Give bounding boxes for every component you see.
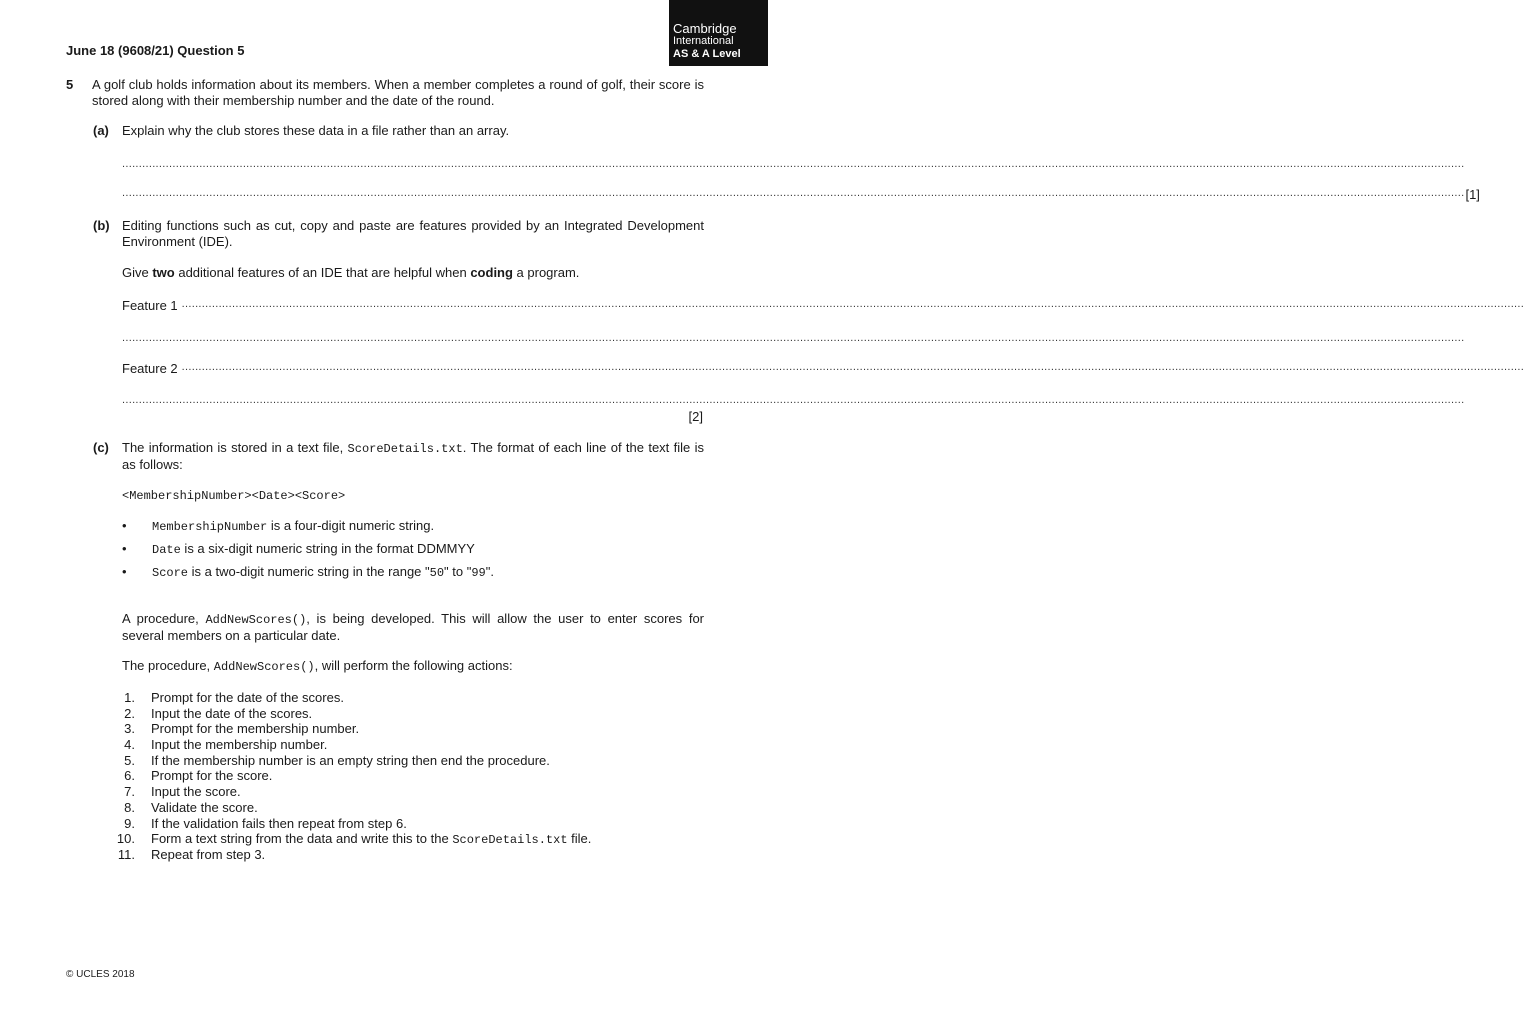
- part-b-label: (b): [93, 218, 110, 233]
- bullet-code: 50: [429, 566, 445, 580]
- step-text: Validate the score.: [151, 799, 258, 815]
- step-text: Prompt for the membership number.: [151, 721, 360, 737]
- step-number: 8.: [124, 799, 135, 815]
- bullet-item: [122, 564, 704, 587]
- procedure-description: [122, 611, 704, 644]
- step-text: Repeat from step 3.: [151, 846, 266, 862]
- part-b-instruction: [122, 265, 704, 281]
- step-item: [113, 753, 713, 769]
- step-text: Prompt for the score.: [151, 768, 273, 784]
- step-number: 4.: [124, 737, 135, 753]
- step-number: 11.: [117, 846, 135, 862]
- bullet-text: is a six-digit numeric string in the format DDMMYY: [180, 541, 475, 556]
- step-item: [113, 784, 713, 800]
- actions-intro: [122, 658, 704, 675]
- step-text: Input the date of the scores.: [151, 705, 313, 721]
- bullet-icon: •: [122, 564, 127, 579]
- dotted-fill: ................................................................................................................................................................................................................................................................................................................................................................................................................: [181, 361, 1524, 373]
- part-c-label: (c): [93, 440, 109, 455]
- step-item: [113, 831, 713, 847]
- bullet-code: MembershipNumber: [152, 520, 268, 534]
- part-c-text: [122, 440, 704, 473]
- bullet-code: 99: [471, 566, 486, 580]
- step-item: [113, 721, 713, 737]
- procedure-steps: [113, 690, 713, 863]
- procedure-name-code: AddNewScores(): [213, 660, 315, 674]
- part-a-label: (a): [93, 123, 109, 138]
- step-item: [113, 706, 713, 722]
- logo-line-2: International: [673, 35, 734, 47]
- procedure-text: A procedure,: [122, 611, 206, 626]
- part-a-mark: [1]: [1465, 187, 1480, 202]
- dotted-fill: ................................................................................................................................................................................................................................................................................................................................................................................................................: [181, 298, 1524, 310]
- bullet-text: is a two-digit numeric string in the range ": [188, 564, 430, 579]
- step-number: 6.: [124, 768, 135, 784]
- logo-line-3: AS & A Level: [673, 48, 741, 60]
- procedure-name-code: AddNewScores(): [205, 613, 307, 627]
- logo-line-1: Cambridge: [673, 21, 737, 36]
- step-item: [113, 768, 713, 784]
- step-number: 7.: [124, 784, 135, 800]
- part-b-text: Editing functions such as cut, copy and paste are features provided by an Integrated Development Environment (IDE).: [122, 218, 704, 249]
- answer-line-with-mark: [122, 187, 1480, 202]
- feature-1-label: Feature 1: [122, 298, 178, 313]
- bullet-icon: •: [122, 541, 127, 556]
- part-b-mark: [2]: [688, 409, 703, 424]
- part-c-text-start: The information is stored in a text file,: [122, 440, 348, 455]
- step-number: 1.: [124, 690, 135, 705]
- step-item: [113, 847, 713, 863]
- actions-text: , will perform the following actions:: [314, 658, 513, 673]
- field-bullet-list: [122, 518, 704, 587]
- feature-2-line: [122, 361, 1524, 376]
- cambridge-logo: [669, 0, 768, 66]
- file-name-code: ScoreDetails.txt: [452, 833, 568, 848]
- step-number: 3.: [124, 721, 135, 737]
- bullet-text: " to ": [444, 564, 472, 579]
- copyright-footer: © UCLES 2018: [66, 969, 135, 980]
- answer-line: ................................................................................................................................................................................................................................................................................................................................................................................................................: [122, 332, 1465, 344]
- bullet-item: [122, 518, 704, 541]
- bullet-item: [122, 541, 704, 564]
- instruction-text: Give: [122, 265, 153, 280]
- step-text: Prompt for the date of the scores.: [151, 690, 344, 705]
- bullet-code: Score: [152, 566, 189, 580]
- step-text: Input the score.: [151, 784, 241, 800]
- step-item: [113, 737, 713, 753]
- actions-text: The procedure,: [122, 658, 214, 673]
- step-text: If the membership number is an empty string then end the procedure.: [151, 752, 550, 768]
- bullet-icon: •: [122, 518, 127, 533]
- format-line: <MembershipNumber><Date><Score>: [122, 489, 346, 503]
- step-text: If the validation fails then repeat from step 6.: [151, 815, 407, 831]
- answer-line: ................................................................................................................................................................................................................................................................................................................................................................................................................: [122, 394, 1465, 406]
- step-item: [113, 800, 713, 816]
- question-intro: A golf club holds information about its members. When a member completes a round of golf, their score is stored along with their membership number and the date of the round.: [92, 77, 704, 108]
- feature-1-line: [122, 298, 1524, 313]
- part-a-text: Explain why the club stores these data in a file rather than an array.: [122, 123, 510, 138]
- bullet-code: Date: [152, 543, 181, 557]
- instruction-bold: coding: [470, 265, 513, 280]
- instruction-text: a program.: [512, 265, 580, 280]
- file-name-code: ScoreDetails.txt: [347, 442, 463, 456]
- instruction-text: additional features of an IDE that are helpful when: [174, 265, 471, 280]
- step-number: 5.: [124, 752, 135, 768]
- step-text: file.: [567, 831, 592, 847]
- answer-line: ................................................................................................................................................................................................................................................................................................................................................................................................................: [122, 158, 1465, 170]
- step-number: 2.: [124, 705, 135, 721]
- dotted-fill: ................................................................................................................................................................................................................................................................................................................................................................................................................: [122, 187, 1465, 199]
- step-number: 10.: [116, 831, 135, 847]
- page-title: June 18 (9608/21) Question 5: [66, 43, 245, 58]
- feature-2-label: Feature 2: [122, 361, 178, 376]
- step-text: Input the membership number.: [151, 737, 328, 753]
- bullet-text: ".: [485, 564, 494, 579]
- step-text: Form a text string from the data and write this to the: [151, 831, 453, 847]
- bullet-text: is a four-digit numeric string.: [267, 518, 435, 533]
- step-number: 9.: [124, 815, 135, 831]
- step-item: [113, 690, 713, 706]
- step-item: [113, 816, 713, 832]
- part-c-text-end: . The format of each line of the text file is as follows:: [122, 440, 704, 472]
- question-number: 5: [66, 77, 74, 92]
- procedure-text: , is being developed. This will allow the user to enter scores for several members on a particular date.: [122, 611, 705, 643]
- instruction-bold: two: [152, 265, 175, 280]
